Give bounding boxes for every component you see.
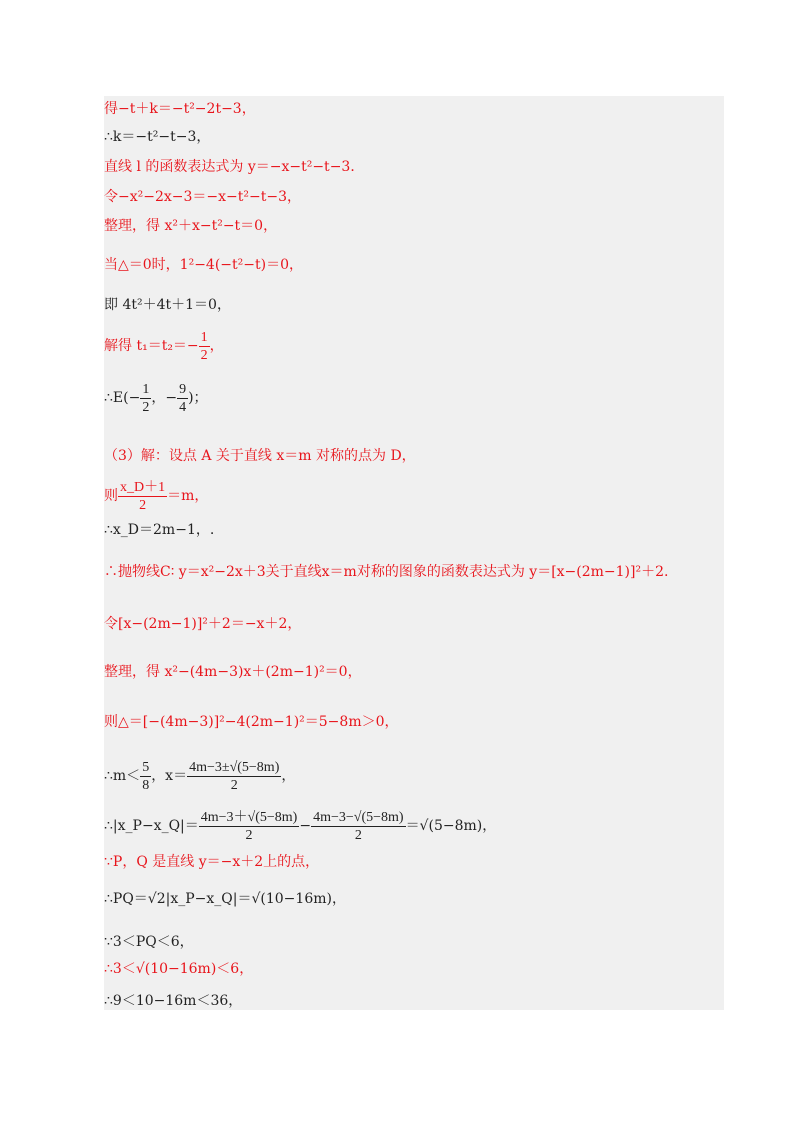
line-text: ∵P，Q 是直线 y＝−x＋2上的点， bbox=[104, 854, 320, 870]
line-text: ＝m， bbox=[167, 488, 209, 504]
solution-line bbox=[104, 256, 724, 274]
solution-line bbox=[104, 808, 724, 844]
fraction: $\frac{4m-3+√(5-8m)}{2}$ bbox=[200, 809, 298, 843]
solution-line bbox=[104, 158, 724, 176]
fraction: $\frac{x\_D+1}{2}$ bbox=[120, 479, 166, 513]
line-text: 当△＝0时，1²−4(−t²−t)＝0， bbox=[104, 257, 303, 273]
fraction: $\frac{4m-3\pm√(5-8m)}{2}$ bbox=[189, 759, 280, 793]
fraction: $\frac{4m-3-√(5-8m)}{2}$ bbox=[313, 809, 404, 843]
solution-line bbox=[104, 713, 724, 731]
line-text: 整理，得 x²−(4m−3)x＋(2m−1)²＝0， bbox=[104, 664, 362, 680]
fraction: $\frac{1}{2}$ bbox=[200, 329, 208, 363]
line-text: （3）解：设点 A 关于直线 x＝m 对称的点为 D， bbox=[104, 448, 416, 464]
line-text: ＝√(5−8m)， bbox=[405, 818, 497, 834]
solution-line bbox=[104, 663, 724, 681]
line-text: ，x＝ bbox=[151, 768, 188, 784]
line-text: ∴3＜√(10−16m)＜6， bbox=[104, 961, 254, 977]
line-text: ， bbox=[281, 768, 296, 784]
solution-line bbox=[104, 328, 724, 364]
solution-line bbox=[104, 447, 724, 465]
line-text: ∴E(− bbox=[104, 390, 141, 406]
solution-line bbox=[104, 960, 724, 978]
line-text: 令−x²−2x−3＝−x−t²−t−3， bbox=[104, 189, 301, 205]
line-text: ∴|x_P−x_Q|＝ bbox=[104, 818, 199, 834]
line-text: ∴x_D＝2m−1，. bbox=[104, 522, 215, 538]
solution-line bbox=[104, 478, 724, 514]
solution-line bbox=[104, 217, 724, 235]
line-text: 则 bbox=[104, 488, 118, 504]
line-text: ∴k＝−t²−t−3， bbox=[104, 129, 211, 145]
solution-line bbox=[104, 296, 724, 314]
line-text: ∵3＜PQ＜6， bbox=[104, 934, 194, 950]
solution-line bbox=[104, 890, 724, 908]
solution-line bbox=[104, 933, 724, 951]
fraction: $\frac{9}{4}$ bbox=[179, 381, 187, 415]
solution-line bbox=[104, 188, 724, 206]
line-text: ∴9＜10−16m＜36， bbox=[104, 993, 243, 1009]
line-text: 整理，得 x²＋x−t²−t＝0， bbox=[104, 218, 278, 234]
line-text: 则△＝[−(4m−3)]²−4(2m−1)²＝5−8m＞0， bbox=[104, 714, 399, 730]
line-text: 直线 l 的函数表达式为 y＝−x−t²−t−3． bbox=[104, 159, 365, 175]
line-text: 即 4t²＋4t＋1＝0， bbox=[104, 297, 231, 313]
fraction: $\frac{1}{2}$ bbox=[142, 381, 150, 415]
solution-line bbox=[104, 615, 724, 633]
solution-line bbox=[104, 100, 724, 118]
line-text: 解得 t₁＝t₂＝− bbox=[104, 338, 199, 354]
fraction: $\frac{5}{8}$ bbox=[142, 759, 150, 793]
line-text: 令[x−(2m−1)]²＋2＝−x＋2， bbox=[104, 616, 302, 632]
line-text: ∴PQ＝√2|x_P−x_Q|＝√(10−16m)， bbox=[104, 891, 346, 907]
solution-line bbox=[104, 758, 724, 794]
line-text: ∴m＜ bbox=[104, 768, 141, 784]
line-text: 得−t＋k＝−t²−2t−3， bbox=[104, 101, 256, 117]
line-text: ，− bbox=[151, 390, 178, 406]
solution-line bbox=[104, 992, 724, 1010]
line-text: ∴抛物线C∶ y＝x²−2x＋3关于直线x＝m对称的图象的函数表达式为 y＝[x−(2m−1)]²＋2. bbox=[104, 564, 669, 580]
solution-line bbox=[104, 853, 724, 871]
solution-line bbox=[104, 563, 724, 581]
line-text: ， bbox=[209, 338, 224, 354]
line-text: )； bbox=[188, 390, 208, 406]
solution-line bbox=[104, 128, 724, 146]
line-text: − bbox=[299, 818, 312, 834]
solution-line bbox=[104, 380, 724, 416]
solution-line bbox=[104, 521, 724, 539]
